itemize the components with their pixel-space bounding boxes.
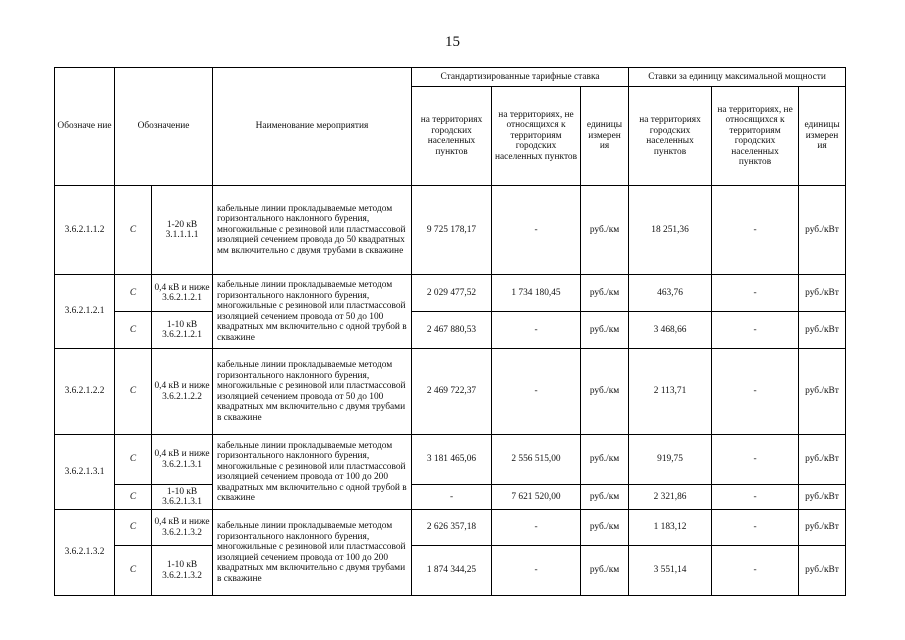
header-oboz1: Обозначе ние	[55, 68, 115, 186]
row-std-nonurban: 1 734 180,45	[492, 275, 581, 312]
row-std-urban: 9 725 178,17	[412, 186, 492, 275]
row-power-urban: 2 113,71	[629, 349, 712, 435]
row-power-unit: руб./кВт	[799, 510, 846, 546]
row-power-nonurban: -	[712, 485, 799, 510]
row-power-unit: руб./кВт	[799, 435, 846, 485]
header-name: Наименование мероприятия	[213, 68, 412, 186]
row-std-urban: 1 874 344,25	[412, 546, 492, 596]
row-power-urban: 463,76	[629, 275, 712, 312]
row-power-nonurban: -	[712, 275, 799, 312]
row-code: 3.6.2.1.2.1	[55, 275, 115, 349]
header-group-power: Ставки за единицу максимальной мощности	[629, 68, 846, 87]
row-code: 3.6.2.1.1.2	[55, 186, 115, 275]
row-code: 3.6.2.1.3.1	[55, 435, 115, 510]
row-power-urban: 919,75	[629, 435, 712, 485]
row-voltage: 0,4 кВ и ниже 3.6.2.1.2.1	[152, 275, 213, 312]
row-std-unit: руб./км	[581, 435, 629, 485]
header-oboz2: Обозначение	[115, 68, 213, 186]
row-designation: С	[115, 349, 152, 435]
row-power-nonurban: -	[712, 186, 799, 275]
row-designation: С	[115, 275, 152, 312]
row-description: кабельные линии прокладываемые методом горизонтального наклонного бурения, многожильные с резиновой или пластмассовой изоляцией сечением провода от 100 до 200 квадратных мм включительно с двумя трубами в скважине	[213, 510, 412, 596]
header-power-nonurban: на территориях, не относящихся к территориям городских населенных пунктов	[712, 87, 799, 186]
row-designation: С	[115, 186, 152, 275]
row-std-urban: 2 626 357,18	[412, 510, 492, 546]
row-power-unit: руб./кВт	[799, 186, 846, 275]
row-power-urban: 18 251,36	[629, 186, 712, 275]
row-power-nonurban: -	[712, 349, 799, 435]
table-row	[55, 435, 846, 485]
header-row	[55, 68, 846, 87]
table-row	[55, 186, 846, 275]
table-row	[55, 485, 846, 510]
row-designation: С	[115, 485, 152, 510]
row-std-nonurban: 7 621 520,00	[492, 485, 581, 510]
row-code: 3.6.2.1.3.2	[55, 510, 115, 596]
row-std-unit: руб./км	[581, 349, 629, 435]
row-power-nonurban: -	[712, 510, 799, 546]
row-voltage: 0,4 кВ и ниже 3.6.2.1.3.1	[152, 435, 213, 485]
row-voltage: 1-20 кВ 3.1.1.1.1	[152, 186, 213, 275]
row-power-urban: 3 468,66	[629, 312, 712, 349]
header-group-std: Стандартизированные тарифные ставка	[412, 68, 629, 87]
row-power-urban: 1 183,12	[629, 510, 712, 546]
row-std-unit: руб./км	[581, 312, 629, 349]
row-designation: С	[115, 510, 152, 546]
row-description: кабельные линии прокладываемые методом горизонтального наклонного бурения, многожильные с резиновой или пластмассовой изоляцией сечением провода до 50 квадратных мм включительно с двумя трубами в скважине	[213, 186, 412, 275]
row-voltage: 0,4 кВ и ниже 3.6.2.1.2.2	[152, 349, 213, 435]
row-designation: С	[115, 312, 152, 349]
header-power-unit: единицы измерен ия	[799, 87, 846, 186]
row-description: кабельные линии прокладываемые методом горизонтального наклонного бурения, многожильные с резиновой или пластмассовой изоляцией сечением провода от 50 до 100 квадратных мм включительно с двумя трубами в скважине	[213, 349, 412, 435]
row-std-nonurban: -	[492, 349, 581, 435]
row-designation: С	[115, 546, 152, 596]
row-power-unit: руб./кВт	[799, 546, 846, 596]
table-row	[55, 349, 846, 435]
row-description: кабельные линии прокладываемые методом горизонтального наклонного бурения, многожильные с резиновой или пластмассовой изоляцией сечением провода от 100 до 200 квадратных мм включительно с одной трубой в скважине	[213, 435, 412, 510]
table-row	[55, 510, 846, 546]
row-power-nonurban: -	[712, 546, 799, 596]
row-power-unit: руб./кВт	[799, 349, 846, 435]
row-power-unit: руб./кВт	[799, 312, 846, 349]
row-std-nonurban: 2 556 515,00	[492, 435, 581, 485]
table-row	[55, 312, 846, 349]
row-voltage: 1-10 кВ 3.6.2.1.2.1	[152, 312, 213, 349]
row-power-urban: 2 321,86	[629, 485, 712, 510]
header-power-urban: на территориях городских населенных пунктов	[629, 87, 712, 186]
row-std-urban: 2 467 880,53	[412, 312, 492, 349]
row-std-nonurban: -	[492, 186, 581, 275]
row-description: кабельные линии прокладываемые методом горизонтального наклонного бурения, многожильные с резиновой или пластмассовой изоляцией сечением провода от 50 до 100 квадратных мм включительно с одной трубой в скважине	[213, 275, 412, 349]
row-voltage: 1-10 кВ 3.6.2.1.3.2	[152, 546, 213, 596]
row-std-unit: руб./км	[581, 510, 629, 546]
row-std-nonurban: -	[492, 510, 581, 546]
row-power-nonurban: -	[712, 312, 799, 349]
row-std-nonurban: -	[492, 546, 581, 596]
tariff-table	[54, 67, 846, 596]
header-std-unit: единицы измерен ия	[581, 87, 629, 186]
row-std-unit: руб./км	[581, 275, 629, 312]
row-std-unit: руб./км	[581, 546, 629, 596]
row-power-unit: руб./кВт	[799, 275, 846, 312]
row-std-urban: 3 181 465,06	[412, 435, 492, 485]
row-std-urban: 2 029 477,52	[412, 275, 492, 312]
row-voltage: 0,4 кВ и ниже 3.6.2.1.3.2	[152, 510, 213, 546]
page-number: 15	[445, 34, 460, 50]
row-code: 3.6.2.1.2.2	[55, 349, 115, 435]
row-std-urban: -	[412, 485, 492, 510]
row-power-urban: 3 551,14	[629, 546, 712, 596]
row-designation: С	[115, 435, 152, 485]
row-std-unit: руб./км	[581, 186, 629, 275]
row-power-unit: руб./кВт	[799, 485, 846, 510]
row-std-urban: 2 469 722,37	[412, 349, 492, 435]
header-std-nonurban: на территориях, не относящихся к территориям городских населенных пунктов	[492, 87, 581, 186]
row-power-nonurban: -	[712, 435, 799, 485]
row-voltage: 1-10 кВ 3.6.2.1.3.1	[152, 485, 213, 510]
table-row	[55, 546, 846, 596]
row-std-nonurban: -	[492, 312, 581, 349]
table-row	[55, 275, 846, 312]
header-std-urban: на территориях городских населенных пунктов	[412, 87, 492, 186]
row-std-unit: руб./км	[581, 485, 629, 510]
